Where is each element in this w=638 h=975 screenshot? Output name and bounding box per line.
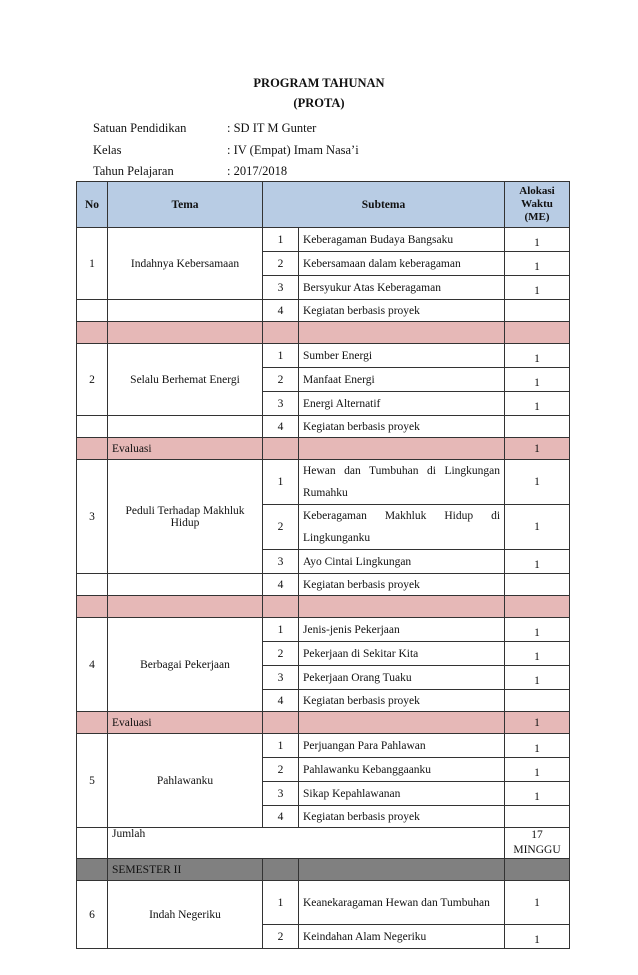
subtema-name: Energi Alternatif (299, 392, 505, 416)
alokasi-value: 1 (505, 505, 570, 550)
subtema-number: 2 (263, 505, 299, 550)
subtema-number: 1 (263, 344, 299, 368)
subtema-name: Jenis-jenis Pekerjaan (299, 618, 505, 642)
subtema-number: 4 (263, 416, 299, 438)
subtema-number: 1 (263, 881, 299, 925)
subtema-name: Kegiatan berbasis proyek (299, 690, 505, 712)
tema-name: Indah Negeriku (108, 881, 263, 949)
meta-row (93, 143, 359, 158)
header-subtema: Subtema (263, 182, 505, 228)
jumlah-label: Jumlah (108, 828, 505, 859)
subtema-name: Kegiatan berbasis proyek (299, 300, 505, 322)
tema-name: Selalu Berhemat Energi (108, 344, 263, 416)
meta-key: Tahun Pelajaran (93, 164, 174, 178)
alokasi-value: 1 (505, 368, 570, 392)
tema-number: 1 (77, 228, 108, 300)
tema-name: Peduli Terhadap Makhluk Hidup (108, 460, 263, 574)
subtema-number: 4 (263, 690, 299, 712)
alokasi-value: 1 (505, 392, 570, 416)
subtema-number: 2 (263, 368, 299, 392)
subtema-name: Keberagaman Budaya Bangsaku (299, 228, 505, 252)
meta-value: : IV (Empat) Imam Nasa’i (227, 143, 359, 157)
subtema-number: 3 (263, 392, 299, 416)
subtema-name: Pahlawanku Kebanggaanku (299, 758, 505, 782)
subtema-name: Ayo Cintai Lingkungan (299, 550, 505, 574)
alokasi-value: 1 (505, 734, 570, 758)
page-title: PROGRAM TAHUNAN (253, 76, 385, 90)
subtema-number: 2 (263, 252, 299, 276)
evaluasi-label: Evaluasi (108, 438, 263, 460)
subtema-name: Keanekaragaman Hewan dan Tumbuhan (299, 881, 505, 925)
tema-number: 3 (77, 460, 108, 574)
subtema-number: 3 (263, 666, 299, 690)
subtema-name: Kegiatan berbasis proyek (299, 574, 505, 596)
subtema-number: 1 (263, 734, 299, 758)
subtema-name: Pekerjaan Orang Tuaku (299, 666, 505, 690)
tema-name: Pahlawanku (108, 734, 263, 828)
tema-number: 5 (77, 734, 108, 828)
alokasi-value: 1 (505, 666, 570, 690)
alokasi-value: 1 (505, 782, 570, 806)
alokasi-value: 1 (505, 252, 570, 276)
header-tema: Tema (108, 182, 263, 228)
subtema-number: 2 (263, 758, 299, 782)
jumlah-value: 17 MINGGU (505, 828, 570, 859)
alokasi-value: 1 (505, 460, 570, 505)
header-no: No (77, 182, 108, 228)
subtema-name: Perjuangan Para Pahlawan (299, 734, 505, 758)
page-subtitle: (PROTA) (293, 96, 345, 110)
subtema-name: Kebersamaan dalam keberagaman (299, 252, 505, 276)
meta-key: Kelas (93, 143, 122, 157)
alokasi-value: 1 (505, 276, 570, 300)
tema-name: Berbagai Pekerjaan (108, 618, 263, 712)
subtema-number: 3 (263, 550, 299, 574)
subtema-name: Manfaat Energi (299, 368, 505, 392)
subtema-number: 4 (263, 806, 299, 828)
tema-number: 4 (77, 618, 108, 712)
tema-number: 2 (77, 344, 108, 416)
subtema-name: Kegiatan berbasis proyek (299, 806, 505, 828)
evaluasi-value: 1 (505, 438, 570, 460)
semester-label: SEMESTER II (108, 859, 263, 881)
subtema-number: 3 (263, 276, 299, 300)
evaluasi-value: 1 (505, 712, 570, 734)
subtema-number: 1 (263, 618, 299, 642)
alokasi-value: 1 (505, 925, 570, 949)
prota-table (76, 181, 570, 949)
subtema-name: Hewan dan Tumbuhan di Lingkungan Rumahku (299, 460, 505, 505)
subtema-name: Kegiatan berbasis proyek (299, 416, 505, 438)
subtema-name: Keindahan Alam Negeriku (299, 925, 505, 949)
alokasi-value: 1 (505, 550, 570, 574)
meta-row (93, 121, 316, 136)
subtema-number: 4 (263, 300, 299, 322)
tema-number: 6 (77, 881, 108, 949)
subtema-name: Sikap Kepahlawanan (299, 782, 505, 806)
alokasi-value: 1 (505, 758, 570, 782)
subtema-name: Keberagaman Makhluk Hidup di Lingkunganku (299, 505, 505, 550)
meta-row (93, 164, 287, 179)
meta-value: : 2017/2018 (227, 164, 288, 178)
subtema-number: 2 (263, 925, 299, 949)
subtema-name: Sumber Energi (299, 344, 505, 368)
subtema-name: Bersyukur Atas Keberagaman (299, 276, 505, 300)
subtema-number: 4 (263, 574, 299, 596)
evaluasi-label: Evaluasi (108, 712, 263, 734)
tema-name: Indahnya Kebersamaan (108, 228, 263, 300)
alokasi-value: 1 (505, 344, 570, 368)
subtema-number: 1 (263, 228, 299, 252)
subtema-name: Pekerjaan di Sekitar Kita (299, 642, 505, 666)
alokasi-value: 1 (505, 228, 570, 252)
header-alokasi: Alokasi Waktu (ME) (505, 182, 570, 228)
subtema-number: 2 (263, 642, 299, 666)
alokasi-value: 1 (505, 642, 570, 666)
meta-value: : SD IT M Gunter (227, 121, 317, 135)
alokasi-value: 1 (505, 881, 570, 925)
subtema-number: 3 (263, 782, 299, 806)
meta-key: Satuan Pendidikan (93, 121, 187, 135)
alokasi-value: 1 (505, 618, 570, 642)
subtema-number: 1 (263, 460, 299, 505)
